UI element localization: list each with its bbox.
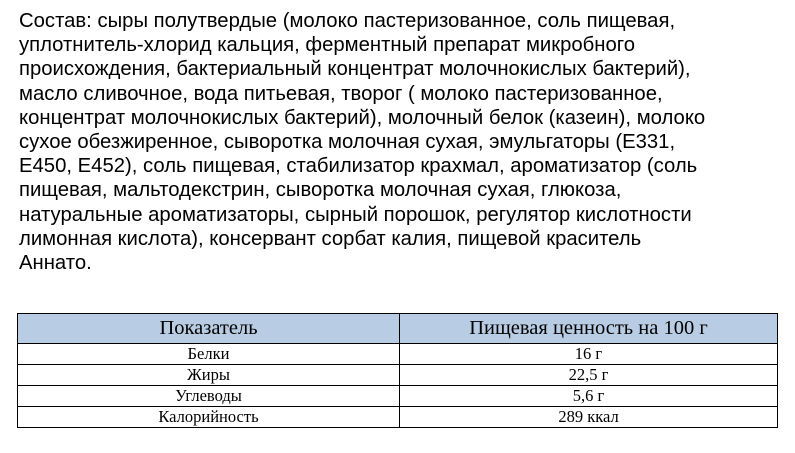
header-nutrition-value: Пищевая ценность на 100 г: [400, 314, 778, 344]
indicator-cell: Углеводы: [18, 386, 400, 407]
table-row: [18, 365, 778, 386]
indicator-cell: Калорийность: [18, 407, 400, 428]
table-row: [18, 344, 778, 365]
table-row: [18, 407, 778, 428]
header-indicator: Показатель: [18, 314, 400, 344]
table-header-row: [18, 314, 778, 344]
value-cell: 289 ккал: [400, 407, 778, 428]
composition-text: Состав: сыры полутвердые (молоко пастеризованное, соль пищевая, уплотнитель-хлорид кальция, ферментный препарат микробного происхождения, бактериальный концентрат молочнокислых бактерий), масло сливочное, вода питьевая, творог ( молоко пастеризованное, концентрат молочнокислых бактерий), молочный белок (казеин), молоко сухое обезжиренное, сыворотка молочная сухая, эмульгаторы (Е331, Е450, Е452), соль пищевая, стабилизатор крахмал, ароматизатор (соль пищевая, мальтодекстрин, сыворотка молочная сухая, глюкоза, натуральные ароматизаторы, сырный порошок, регулятор кислотности лимонная кислота), консервант сорбат калия, пищевой краситель Аннато.: [19, 10, 706, 275]
table-row: [18, 386, 778, 407]
indicator-cell: Белки: [18, 344, 400, 365]
value-cell: 16 г: [400, 344, 778, 365]
nutrition-table: [17, 313, 778, 428]
value-cell: 5,6 г: [400, 386, 778, 407]
indicator-cell: Жиры: [18, 365, 400, 386]
value-cell: 22,5 г: [400, 365, 778, 386]
